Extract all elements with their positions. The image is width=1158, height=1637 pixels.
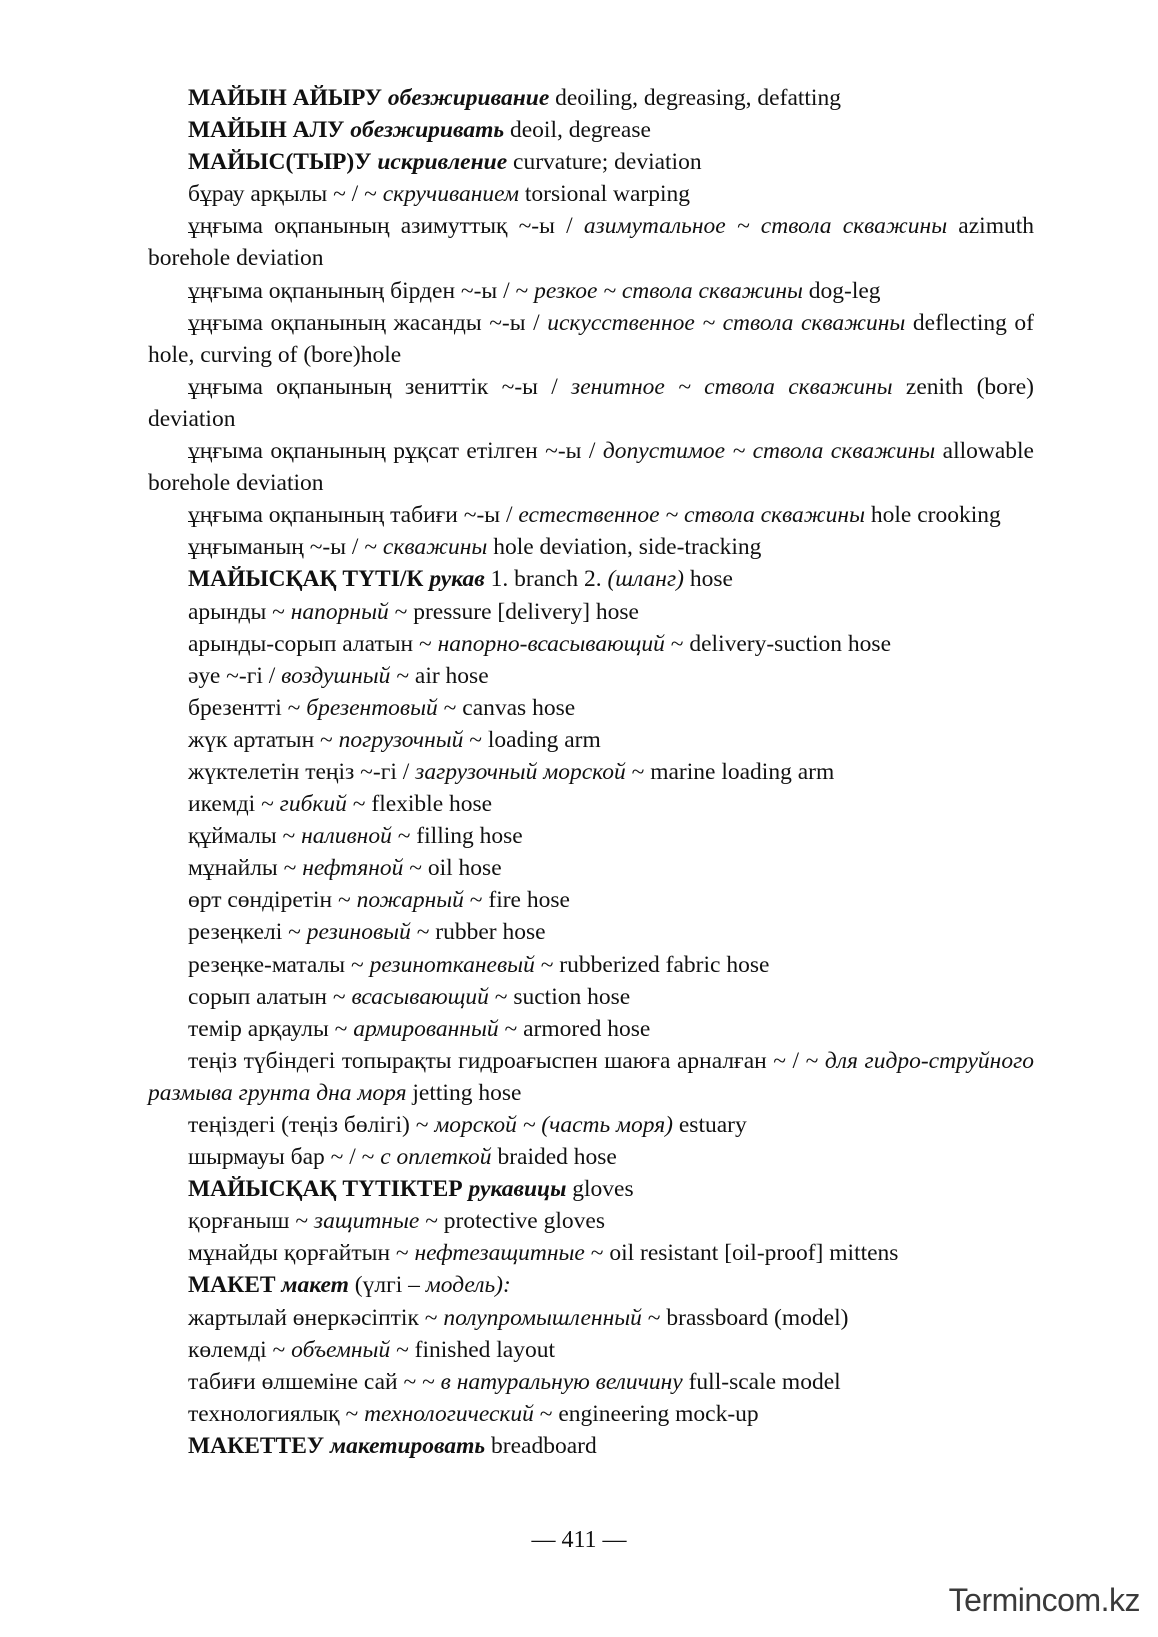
entry-text: torsional warping [518, 181, 690, 208]
entry-text: ~ engineering mock-up [533, 1400, 759, 1427]
dictionary-entry [148, 210, 1034, 274]
entry-text: ~ marine loading arm [625, 758, 835, 785]
dictionary-entry [148, 1013, 1034, 1045]
russian-headword: обезжиривание [387, 85, 550, 111]
dictionary-entry [148, 1205, 1034, 1237]
entry-text: ~ oil resistant [oil-proof] mittens [584, 1240, 899, 1267]
russian-term: пожарный [356, 887, 464, 914]
entry-text: deflecting of hole, curving of (bore)hole [148, 309, 1035, 368]
entry-text: ~ flexible hose [346, 791, 493, 818]
russian-headword: рукавицы [468, 1176, 567, 1203]
dictionary-entry [148, 1366, 1034, 1398]
russian-headword: макетировать [330, 1432, 486, 1459]
dictionary-entry [148, 1173, 1034, 1205]
dictionary-entry [148, 275, 1034, 307]
entry-text: теңіздегі (теңіз бөлігі) ~ [188, 1112, 435, 1138]
russian-term: гибкий [279, 791, 347, 818]
dictionary-entry [148, 1334, 1034, 1366]
dictionary-entry [148, 949, 1034, 981]
dictionary-entry [148, 146, 1034, 178]
entry-text: темір арқаулы ~ [188, 1015, 354, 1042]
entry-text: әуе ~-гі / [188, 662, 282, 689]
dictionary-entry [148, 307, 1034, 371]
entry-text: ~ rubberized fabric hose [534, 951, 770, 978]
dictionary-entry [148, 1430, 1034, 1462]
entry-text: azimuth borehole deviation [148, 213, 1035, 272]
entry-text: deoil, degrease [504, 117, 651, 144]
entry-text: ұңғыманың ~-ы / ~ [188, 534, 383, 561]
entry-text: мұнайлы ~ [188, 855, 303, 882]
russian-term: морской ~ (часть моря) [434, 1112, 673, 1138]
entry-text: икемді ~ [188, 791, 280, 818]
headword: МАЙЫСҚАҚ ТҮТІКТЕР [188, 1176, 469, 1203]
entry-text: full-scale model [682, 1368, 841, 1395]
entry-text: ұңғыма оқпанының табиғи ~-ы / [188, 502, 519, 529]
dictionary-entry [148, 884, 1034, 916]
entry-text: көлемді ~ [188, 1336, 292, 1363]
entry-text: ~ delivery-suction hose [664, 630, 892, 657]
entry-text: ~ oil hose [403, 855, 502, 882]
entry-text: ~ rubber hose [410, 919, 546, 946]
russian-term: модель): [425, 1272, 511, 1299]
entry-text: резеңкелі ~ [188, 919, 307, 946]
entry-text: gloves [566, 1176, 634, 1203]
dictionary-entry [148, 82, 1034, 114]
entry-text: dog-leg [802, 277, 881, 304]
russian-term: азимутальное ~ ствола скважины [583, 213, 948, 240]
entry-text: ұңғыма оқпанының жасанды ~-ы / [188, 309, 548, 336]
dictionary-entry [148, 788, 1034, 820]
entry-text: ~ filling hose [391, 823, 523, 850]
russian-term: армированный [353, 1015, 499, 1042]
dictionary-entry [148, 596, 1034, 628]
dictionary-entry [148, 178, 1034, 210]
entry-text: қорғаныш ~ [188, 1208, 314, 1235]
entry-text: ~ suction hose [488, 983, 631, 1010]
entry-text: jetting hose [406, 1079, 522, 1106]
entry-text: теңіз түбіндегі топырақты гидроағыспен шаюға арналған ~ / ~ [188, 1047, 825, 1074]
headword: МАКЕТ [188, 1272, 282, 1299]
russian-headword: искривление [377, 149, 508, 176]
dictionary-entry [148, 1302, 1034, 1334]
dictionary-entry [148, 628, 1034, 660]
dictionary-entry [148, 1045, 1034, 1109]
dictionary-entry [148, 435, 1034, 499]
entry-text: hole deviation, side-tracking [487, 534, 762, 561]
entry-text: ~ finished layout [390, 1336, 555, 1363]
entry-text: ұңғыма оқпанының рұқсат етілген ~-ы / [188, 438, 603, 465]
russian-term: защитные [313, 1208, 420, 1235]
page-number: — 411 — [531, 1527, 627, 1553]
russian-headword: рукав [429, 566, 485, 593]
entry-text: сорып алатын ~ [188, 983, 352, 1010]
entry-text: hole crooking [865, 502, 1001, 529]
dictionary-entry [148, 852, 1034, 884]
russian-term: резиновый [306, 919, 411, 946]
entry-text: брезентті ~ [188, 694, 307, 721]
dictionary-entry [148, 916, 1034, 948]
russian-term: напорный [290, 598, 389, 625]
entry-text: жүктелетін теңіз ~-гі / [188, 758, 416, 785]
entry-text: жүк артатын ~ [188, 726, 339, 753]
dictionary-entry [148, 499, 1034, 531]
russian-term: резкое ~ ствола скважины [534, 277, 803, 304]
entry-text: арынды ~ [188, 598, 291, 625]
entry-text: ~ brassboard (model) [641, 1304, 849, 1331]
dictionary-entry [148, 724, 1034, 756]
russian-term: нефтезащитные [414, 1240, 585, 1267]
entry-text: ~ canvas hose [437, 694, 576, 721]
watermark-logo [949, 1582, 1140, 1619]
entry-text: 1. branch 2. [484, 566, 608, 593]
entry-text: жартылай өнеркәсіптік ~ [188, 1304, 444, 1331]
entry-text: құймалы ~ [188, 823, 302, 850]
entry-text: estuary [673, 1112, 747, 1138]
entry-text: резеңке-маталы ~ [188, 951, 370, 978]
dictionary-entry [148, 1269, 1034, 1301]
headword: МАЙЫСҚАҚ ТҮТІ/К [188, 566, 430, 593]
entry-text: ұңғыма оқпанының зениттік ~-ы / [188, 373, 572, 400]
russian-term: резинотканевый [369, 951, 535, 978]
dictionary-entry [148, 692, 1034, 724]
dictionary-entry [148, 1141, 1034, 1173]
entry-text: ұңғыма оқпанының бірден ~-ы / ~ [188, 277, 535, 304]
entry-text: hose [683, 566, 733, 593]
russian-term: допустимое ~ ствола скважины [602, 438, 936, 465]
russian-term: естественное ~ ствола скважины [518, 502, 865, 529]
russian-term: скважины [382, 534, 488, 561]
russian-term: напорно-всасывающий [437, 630, 665, 657]
entry-text: breadboard [485, 1432, 597, 1459]
entry-text: бұрау арқылы ~ / ~ [188, 181, 383, 208]
dictionary-entry [148, 114, 1034, 146]
entry-text: (үлгі – [348, 1272, 426, 1299]
russian-term: технологический [364, 1400, 534, 1427]
entry-text: ~ armored hose [498, 1015, 651, 1042]
dictionary-body [148, 82, 1034, 1462]
dictionary-entry [148, 820, 1034, 852]
headword: МАЙЫС(ТЫР)У [188, 149, 378, 176]
russian-term: искусственное ~ ствола скважины [547, 309, 906, 336]
russian-term: нефтяной [302, 855, 404, 882]
dictionary-entry [148, 1237, 1034, 1269]
entry-text: curvature; deviation [507, 149, 702, 176]
entry-text: ~ fire hose [463, 887, 570, 914]
dictionary-entry [148, 531, 1034, 563]
dictionary-entry [148, 981, 1034, 1013]
entry-text: табиғи өлшеміне сай ~ ~ [188, 1368, 441, 1395]
entry-text: zenith (bore) deviation [148, 373, 1035, 432]
entry-text: ұңғыма оқпанының азимуттық ~-ы / [188, 213, 584, 240]
entry-text: ~ pressure [delivery] hose [388, 598, 639, 625]
dictionary-entry [148, 1398, 1034, 1430]
entry-text: ~ loading arm [463, 726, 601, 753]
russian-term: погрузочный [338, 726, 464, 753]
russian-term: зенитное ~ ствола скважины [571, 373, 893, 400]
entry-text: өрт сөндіретін ~ [188, 887, 357, 914]
russian-headword: макет [281, 1272, 349, 1299]
entry-text: allowable borehole deviation [148, 438, 1034, 497]
entry-text: ~ air hose [390, 662, 489, 689]
russian-term: в натуральную величину [440, 1368, 683, 1395]
russian-term: воздушный [281, 662, 391, 689]
russian-headword: обезжиривать [350, 117, 505, 144]
dictionary-entry [148, 660, 1034, 692]
site-logo: Termincom.kz [948, 1582, 1140, 1618]
entry-text: мұнайды қорғайтын ~ [188, 1240, 415, 1267]
russian-term: всасывающий [351, 983, 489, 1010]
headword: МАКЕТТЕУ [188, 1432, 331, 1459]
entry-text: шырмауы бар ~ / ~ [188, 1144, 381, 1171]
dictionary-entry [148, 756, 1034, 788]
headword: МАЙЫН АЙЫРУ [188, 85, 388, 111]
headword: МАЙЫН АЛУ [188, 117, 351, 144]
russian-term: объемный [291, 1336, 391, 1363]
entry-text: deoiling, degreasing, defatting [549, 85, 841, 111]
dictionary-entry [148, 563, 1034, 595]
russian-term: скручиванием [382, 181, 519, 208]
russian-term: (шланг) [607, 566, 684, 593]
dictionary-entry [148, 371, 1034, 435]
russian-term: загрузочный морской [415, 758, 626, 785]
russian-term: брезентовый [306, 694, 438, 721]
entry-text: ~ protective gloves [419, 1208, 605, 1235]
russian-term: для гидро-струйного размыва грунта дна моря [148, 1047, 1035, 1106]
entry-text: технологиялық ~ [188, 1400, 365, 1427]
russian-term: с оплеткой [380, 1144, 492, 1171]
entry-text: арынды-сорып алатын ~ [188, 630, 438, 657]
dictionary-entry [148, 1109, 1034, 1141]
russian-term: полупромышленный [443, 1304, 642, 1331]
russian-term: наливной [301, 823, 392, 850]
entry-text: braided hose [491, 1144, 617, 1171]
